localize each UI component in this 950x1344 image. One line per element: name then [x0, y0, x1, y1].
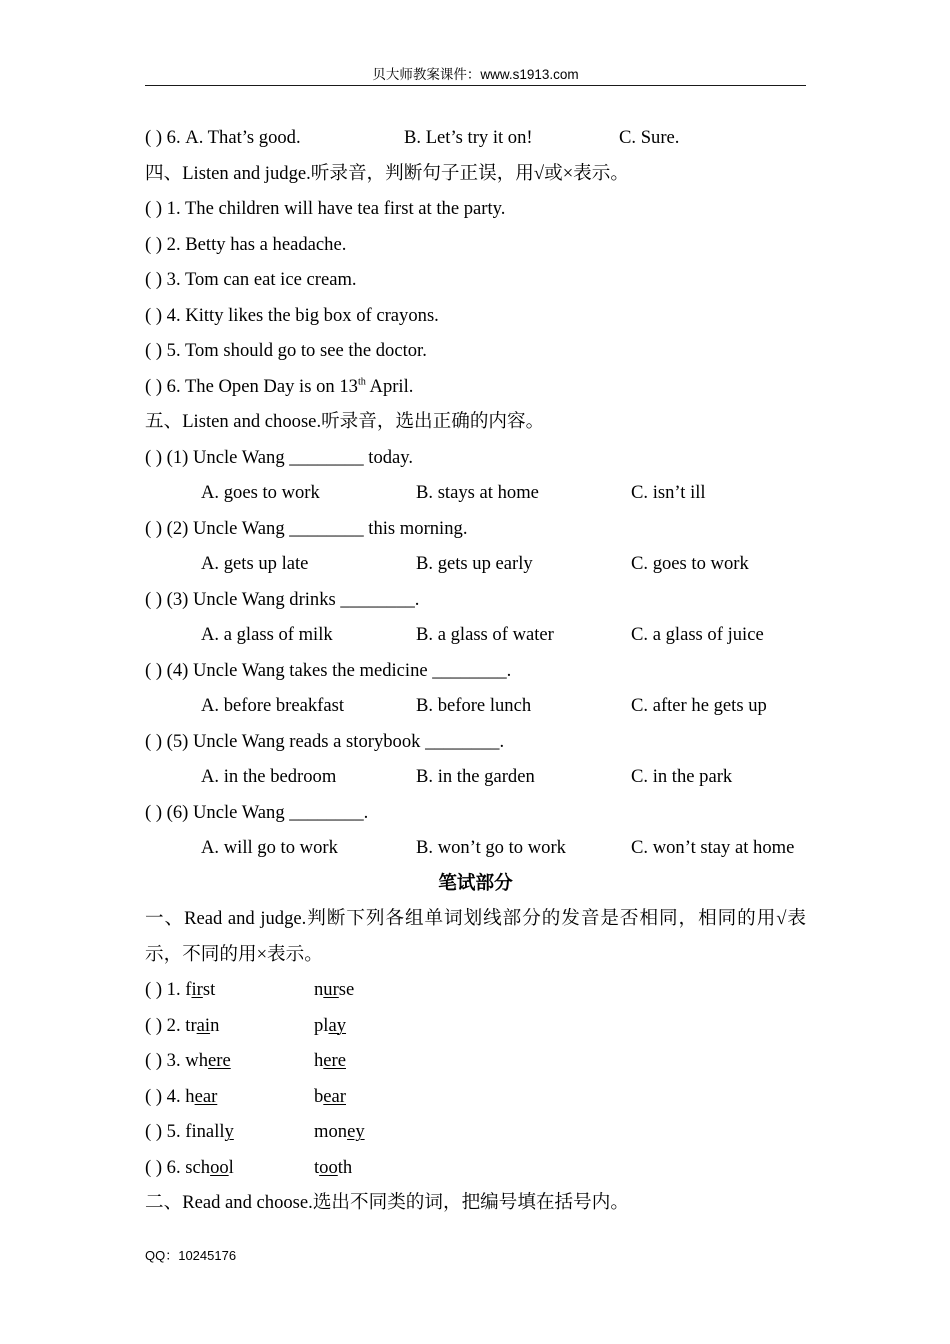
- word-first: [185, 1050, 230, 1071]
- choose-options: [145, 830, 806, 866]
- worksheet-content: [145, 120, 806, 1221]
- underlined-letters: ay: [328, 1014, 347, 1036]
- option-a: A. will go to work: [201, 837, 338, 858]
- option-a: A. a glass of milk: [201, 624, 333, 645]
- choose-question: ( ) (5) Uncle Wang reads a storybook ________.: [145, 730, 505, 752]
- underlined-letters: ear: [194, 1085, 218, 1107]
- choose-options: [145, 688, 806, 724]
- ordinal-suffix: th: [357, 375, 366, 387]
- underlined-letters: ere: [323, 1050, 346, 1071]
- choose-question: ( ) (4) Uncle Wang takes the medicine ________.: [145, 659, 512, 681]
- choose-question: ( ) (6) Uncle Wang ________.: [145, 801, 369, 823]
- option-a: A. That’s good.: [185, 127, 301, 148]
- word-part: f: [185, 979, 192, 1000]
- word-part: th: [337, 1156, 353, 1178]
- word-pair-row: [145, 1114, 806, 1150]
- word-pair-row: [145, 1079, 806, 1115]
- option-a: A. before breakfast: [201, 695, 344, 716]
- underlined-letters: ear: [323, 1085, 346, 1107]
- word-pair-left: [145, 972, 215, 1008]
- option-c: C. goes to work: [631, 553, 749, 574]
- underlined-letters: ai: [196, 1014, 211, 1036]
- word-part: pl: [314, 1014, 329, 1036]
- option-a: A. gets up late: [201, 553, 309, 574]
- word-second: [314, 1114, 365, 1150]
- option-c: C. won’t stay at home: [631, 837, 795, 858]
- word-part: h: [314, 1050, 324, 1071]
- underlined-letters: ere: [208, 1050, 231, 1071]
- option-b: B. a glass of water: [416, 624, 554, 645]
- option-b: B. before lunch: [416, 695, 532, 716]
- word-part: b: [314, 1085, 324, 1107]
- option-a: A. in the bedroom: [201, 766, 337, 787]
- word-pair-left: [145, 1079, 217, 1115]
- word-pair-left: [145, 1008, 219, 1044]
- choose-options: [145, 546, 806, 582]
- page-header: [145, 66, 806, 84]
- word-second: [314, 1043, 346, 1079]
- option-c: C. Sure.: [619, 127, 680, 148]
- underlined-letters: ey: [347, 1121, 365, 1142]
- section-title-listen-judge: 四、Listen and judge.听录音，判断句子正误，用√或×表示。: [145, 162, 629, 184]
- word-part: mon: [314, 1121, 348, 1142]
- option-a: A. goes to work: [201, 482, 320, 503]
- judge-item: [145, 369, 806, 405]
- judge-item-text: ( ) 6. The Open Day is on 13: [145, 375, 358, 397]
- section-title-read-judge: 一、Read and judge.判断下列各组单词划线部分的发音是否相同，相同的用√表: [145, 908, 806, 929]
- word-first: [185, 1121, 234, 1142]
- header-rule: [145, 85, 806, 86]
- item-number: ( ) 4.: [145, 1085, 181, 1107]
- word-part: h: [185, 1085, 195, 1107]
- choose-options: [145, 475, 806, 511]
- word-pair-row: [145, 972, 806, 1008]
- item-number: ( ) 1.: [145, 979, 181, 1000]
- judge-item: ( ) 2. Betty has a headache.: [145, 233, 347, 255]
- question-row: [145, 120, 806, 156]
- section-title-read-judge-cont: 示，不同的用×表示。: [145, 943, 323, 965]
- choose-options: [145, 759, 806, 795]
- word-pair-left: [145, 1114, 234, 1150]
- judge-item-text-end: April.: [365, 375, 414, 397]
- item-number: ( ) 5.: [145, 1121, 181, 1142]
- item-number: ( ) 6.: [145, 1156, 181, 1178]
- word-pair-row: [145, 1043, 806, 1079]
- judge-item: ( ) 5. Tom should go to see the doctor.: [145, 340, 427, 361]
- underlined-letters: oo: [210, 1156, 229, 1178]
- word-pair-left: [145, 1043, 231, 1079]
- item-number: ( ) 2.: [145, 1014, 181, 1036]
- option-c: C. a glass of juice: [631, 624, 764, 645]
- header-title: 贝大师教案课件：www.s1913.com: [372, 67, 579, 82]
- choose-options: [145, 617, 806, 653]
- judge-item: ( ) 4. Kitty likes the big box of crayons.: [145, 304, 439, 326]
- section-title-listen-choose: 五、Listen and choose.听录音，选出正确的内容。: [145, 411, 545, 432]
- word-first: [185, 1086, 217, 1107]
- underlined-letters: y: [224, 1121, 234, 1142]
- judge-item: ( ) 1. The children will have tea first at the party.: [145, 198, 506, 219]
- option-b: B. Let’s try it on!: [404, 127, 533, 148]
- page-footer: [145, 1247, 236, 1265]
- underlined-letters: ur: [323, 979, 339, 1000]
- option-b: B. gets up early: [416, 553, 533, 574]
- word-pair-left: [145, 1150, 234, 1186]
- question-number: ( ) 6.: [145, 127, 181, 148]
- choose-question: ( ) (2) Uncle Wang ________ this morning.: [145, 517, 468, 539]
- question-stem: [145, 120, 301, 156]
- footer-qq: QQ：10245176: [145, 1248, 237, 1263]
- option-b: B. won’t go to work: [416, 837, 566, 858]
- word-pair-row: [145, 1150, 806, 1186]
- option-b: B. in the garden: [416, 766, 535, 787]
- word-part: l: [228, 1156, 234, 1178]
- option-c: C. isn’t ill: [631, 482, 706, 503]
- word-part: t: [314, 1156, 320, 1178]
- word-part: wh: [185, 1050, 209, 1071]
- option-c: C. in the park: [631, 766, 733, 787]
- section-title-read-choose: 二、Read and choose.选出不同类的词，把编号填在括号内。: [145, 1192, 629, 1213]
- word-part: st: [202, 979, 216, 1000]
- item-number: ( ) 3.: [145, 1050, 181, 1071]
- word-pair-row: [145, 1008, 806, 1044]
- word-first: [185, 1157, 234, 1178]
- word-second: [314, 972, 354, 1008]
- word-part: tr: [185, 1014, 197, 1036]
- option-b: B. stays at home: [416, 482, 539, 503]
- choose-question: ( ) (1) Uncle Wang ________ today.: [145, 446, 414, 468]
- judge-item: ( ) 3. Tom can eat ice cream.: [145, 269, 357, 290]
- word-part: finall: [185, 1121, 225, 1142]
- word-second: [314, 1008, 346, 1044]
- word-second: [314, 1079, 346, 1115]
- word-part: n: [314, 979, 324, 1000]
- word-part: se: [338, 979, 355, 1000]
- word-part: sch: [185, 1156, 211, 1178]
- underlined-letters: ir: [191, 979, 203, 1000]
- word-first: [185, 979, 215, 1000]
- underlined-letters: oo: [319, 1156, 338, 1178]
- word-part: n: [210, 1014, 220, 1036]
- choose-question: ( ) (3) Uncle Wang drinks ________.: [145, 588, 420, 610]
- word-first: [185, 1015, 219, 1036]
- option-c: C. after he gets up: [631, 695, 767, 716]
- word-second: [314, 1150, 352, 1186]
- written-part-title: 笔试部分: [438, 872, 513, 894]
